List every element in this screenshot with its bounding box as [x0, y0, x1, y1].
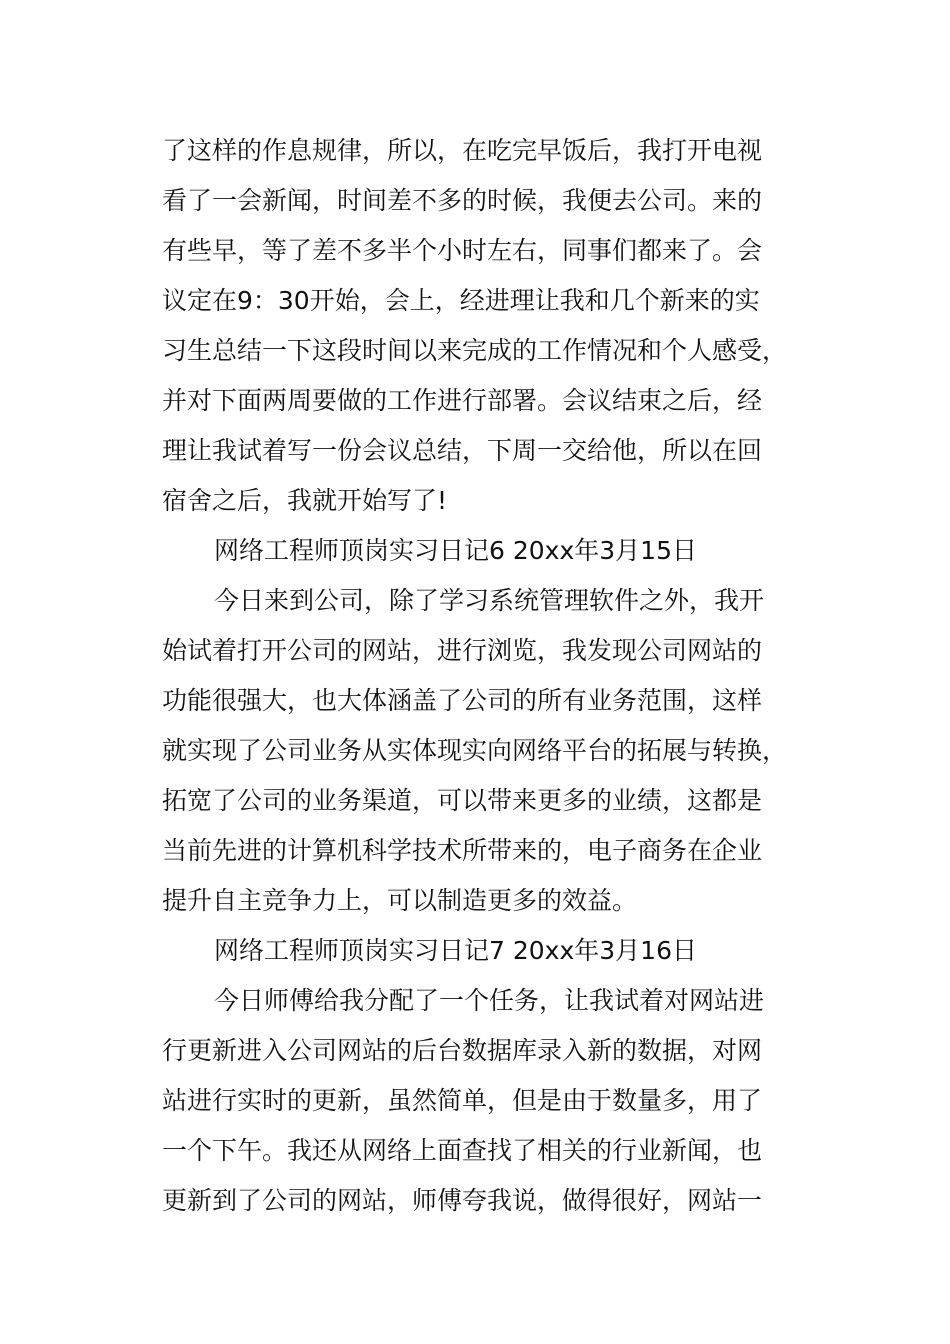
text-line: 看了一会新闻，时间差不多的时候，我便去公司。来的: [162, 186, 763, 215]
text-line: 更新到了公司的网站，师傅夸我说，做得很好，网站一: [162, 1186, 763, 1215]
diary-entry-heading: [162, 526, 782, 576]
text-line: 当前先进的计算机科学技术所带来的，电子商务在企业: [162, 836, 763, 865]
text-line: 今日师傅给我分配了一个任务，让我试着对网站进: [214, 986, 765, 1015]
text-line: 习生总结一下这段时间以来完成的工作情况和个人感受，: [162, 336, 788, 365]
text-line: 今日来到公司，除了学习系统管理软件之外，我开: [214, 586, 765, 615]
text-line: 宿舍之后，我就开始写了!: [162, 486, 448, 515]
text-line: 站进行实时的更新，虽然简单，但是由于数量多，用了: [162, 1086, 763, 1115]
text-line: 了这样的作息规律，所以，在吃完早饭后，我打开电视: [162, 136, 763, 165]
document-body: [162, 126, 788, 1226]
diary-entry-heading: [162, 926, 782, 976]
text-line: 就实现了公司业务从实体现实向网络平台的拓展与转换，: [162, 736, 788, 765]
text-line: 始试着打开公司的网站，进行浏览，我发现公司网站的: [162, 636, 763, 665]
heading-line: 网络工程师顶岗实习日记7 20xx年3月16日: [214, 936, 697, 965]
paragraph: [162, 576, 788, 926]
paragraph: [162, 976, 782, 1226]
text-line: 有些早，等了差不多半个小时左右，同事们都来了。会: [162, 236, 763, 265]
text-line: 一个下午。我还从网络上面查找了相关的行业新闻，也: [162, 1136, 763, 1165]
text-line: 功能很强大，也大体涵盖了公司的所有业务范围，这样: [162, 686, 763, 715]
text-line: 议定在9：30开始，会上，经进理让我和几个新来的实: [162, 286, 760, 315]
text-line: 并对下面两周要做的工作进行部署。会议结束之后，经: [162, 386, 763, 415]
text-line: 理让我试着写一份会议总结，下周一交给他，所以在回: [162, 436, 763, 465]
text-line: 提升自主竞争力上，可以制造更多的效益。: [162, 886, 638, 915]
text-line: 行更新进入公司网站的后台数据库录入新的数据，对网: [162, 1036, 763, 1065]
text-line: 拓宽了公司的业务渠道，可以带来更多的业绩，这都是: [162, 786, 763, 815]
heading-line: 网络工程师顶岗实习日记6 20xx年3月15日: [214, 536, 697, 565]
paragraph: [162, 126, 788, 526]
